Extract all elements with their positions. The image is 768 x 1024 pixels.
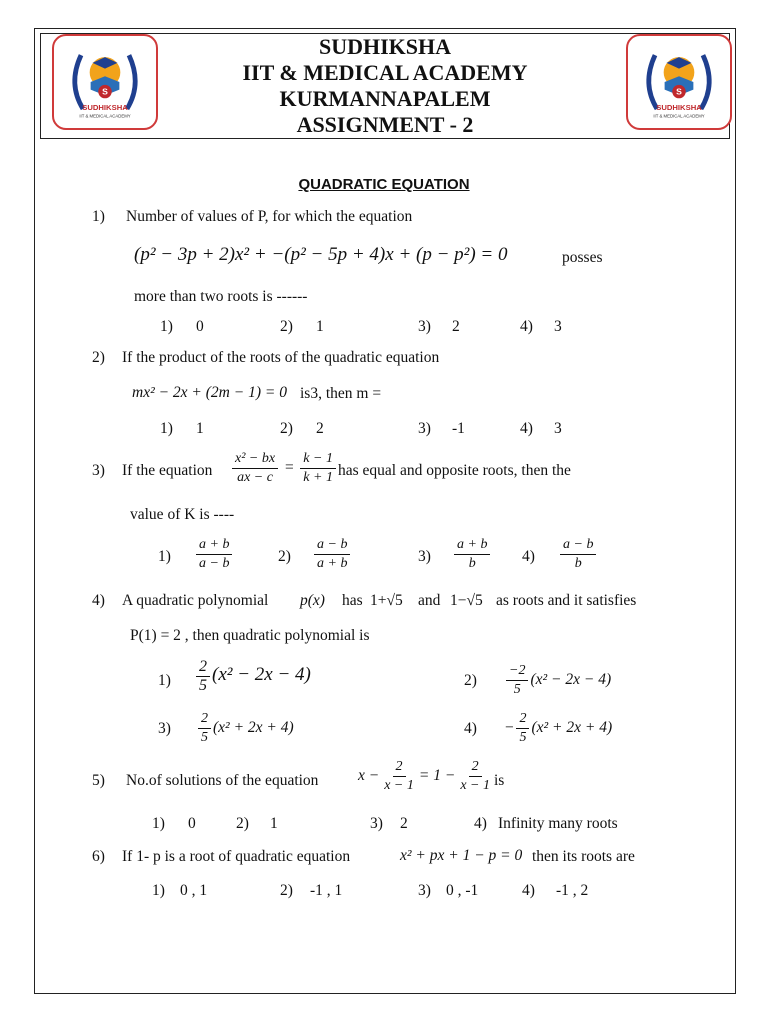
q5-option-4-num: 4) bbox=[474, 815, 487, 832]
logo-letter-right: S bbox=[676, 86, 682, 97]
q5-option-3-num: 3) bbox=[370, 815, 383, 832]
q4-option-1: $\frac{2}{5}$ (x² − 2x − 4) bbox=[194, 658, 311, 695]
header-title-line2: IIT & MEDICAL ACADEMY bbox=[242, 60, 528, 85]
q4-text: A quadratic polynomial bbox=[122, 592, 269, 609]
header-title-line1: SUDHIKSHA bbox=[318, 34, 452, 59]
q5-option-3: 2 bbox=[400, 815, 408, 832]
q6-after: then its roots are bbox=[532, 848, 635, 865]
q6-option-3-num: 3) bbox=[418, 882, 431, 899]
q3-option-3: $\frac{a + b}{b}$ bbox=[452, 536, 492, 573]
q4-continuation: P(1) = 2 , then quadratic polynomial is bbox=[130, 627, 370, 644]
q3-option-4-num: 4) bbox=[522, 548, 535, 565]
q4-after: as roots and it satisfies bbox=[496, 592, 637, 609]
logo-letter-left: S bbox=[102, 86, 108, 97]
q1-option-4-num: 4) bbox=[520, 318, 533, 335]
q6-option-1: 0 , 1 bbox=[180, 882, 208, 899]
q4-root2: 1−√5 bbox=[450, 592, 483, 609]
q1-equation: (p² − 3p + 2)x² + −(p² − 5p + 4)x + (p − p²) = 0 bbox=[134, 244, 508, 265]
q1-option-3-num: 3) bbox=[418, 318, 431, 335]
q1-number: 1) bbox=[92, 208, 105, 225]
q1-option-2: 1 bbox=[316, 318, 324, 335]
q3-option-3-num: 3) bbox=[418, 548, 431, 565]
header-title-line4: ASSIGNMENT - 2 bbox=[296, 112, 474, 137]
q6-option-3: 0 , -1 bbox=[446, 882, 479, 899]
header-title-line3: KURMANNAPALEM bbox=[279, 86, 491, 111]
q5-option-2-num: 2) bbox=[236, 815, 249, 832]
q5-number: 5) bbox=[92, 772, 105, 789]
q4-px: p(x) bbox=[300, 592, 325, 609]
q5-option-2: 1 bbox=[270, 815, 278, 832]
q4-option-3: $\frac{2}{5}$ (x² + 2x + 4) bbox=[196, 710, 294, 747]
q6-option-2: -1 , 1 bbox=[310, 882, 343, 899]
q6-option-1-num: 1) bbox=[152, 882, 165, 899]
q4-option-2-num: 2) bbox=[464, 672, 477, 689]
q6-number: 6) bbox=[92, 848, 105, 865]
q3-option-2-num: 2) bbox=[278, 548, 291, 565]
academy-logo-left bbox=[52, 34, 158, 130]
q6-equation: x² + px + 1 − p = 0 bbox=[400, 847, 523, 864]
q5-equation: x − $\frac{2}{x - 1}$ = 1 − $\frac{2}{x - 1}$ bbox=[358, 759, 490, 793]
q4-option-4: − $\frac{2}{5}$ (x² + 2x + 4) bbox=[504, 711, 613, 745]
q5-option-1-num: 1) bbox=[152, 815, 165, 832]
q1-option-4: 3 bbox=[554, 318, 562, 335]
q1-after: posses bbox=[562, 249, 603, 266]
q1-option-1: 0 bbox=[196, 318, 204, 335]
q3-option-1-num: 1) bbox=[158, 548, 171, 565]
q2-option-2: 2 bbox=[316, 420, 324, 437]
q1-option-2-num: 2) bbox=[280, 318, 293, 335]
q6-option-4: -1 , 2 bbox=[556, 882, 589, 899]
academy-logo-right bbox=[626, 34, 732, 130]
q6-option-2-num: 2) bbox=[280, 882, 293, 899]
q2-option-2-num: 2) bbox=[280, 420, 293, 437]
q4-number: 4) bbox=[92, 592, 105, 609]
q2-equation: mx² − 2x + (2m − 1) = 0 bbox=[132, 384, 287, 401]
q1-option-1-num: 1) bbox=[160, 318, 173, 335]
q2-text: If the product of the roots of the quadratic equation bbox=[122, 349, 440, 366]
q2-option-4-num: 4) bbox=[520, 420, 533, 437]
q4-option-1-num: 1) bbox=[158, 672, 171, 689]
q4-option-3-num: 3) bbox=[158, 720, 171, 737]
q2-option-3-num: 3) bbox=[418, 420, 431, 437]
logo-subtext-left: IIT & MEDICAL ACADEMY bbox=[79, 113, 131, 119]
q3-lhs-fraction: $\frac{\text{x² − bx}}{ax - c}$ bbox=[232, 450, 278, 487]
q4-and: and bbox=[418, 592, 441, 609]
q5-option-1: 0 bbox=[188, 815, 196, 832]
q4-option-2: $\frac{-2}{5}$ (x² − 2x − 4) bbox=[504, 662, 611, 699]
q4-has: has bbox=[342, 592, 363, 609]
logo-text-right: SUDHIKSHA bbox=[656, 102, 702, 112]
q4-root1: 1+√5 bbox=[370, 592, 403, 609]
q1-continuation: more than two roots is ------ bbox=[134, 288, 308, 305]
q5-after: is bbox=[494, 772, 505, 789]
q3-option-4: $\frac{a - b}{b}$ bbox=[558, 536, 598, 573]
q2-option-1-num: 1) bbox=[160, 420, 173, 437]
q6-text: If 1- p is a root of quadratic equation bbox=[122, 848, 351, 865]
logo-text-left: SUDHIKSHA bbox=[82, 102, 128, 112]
q2-number: 2) bbox=[92, 349, 105, 366]
section-title: QUADRATIC EQUATION bbox=[298, 176, 470, 193]
q3-option-2: $\frac{a - b}{a + b}$ bbox=[312, 536, 352, 573]
logo-subtext-right: IIT & MEDICAL ACADEMY bbox=[653, 113, 705, 119]
q3-continuation: value of K is ---- bbox=[130, 506, 235, 523]
q6-option-4-num: 4) bbox=[522, 882, 535, 899]
q3-rhs-fraction: $\frac{k - 1}{k + 1}$ bbox=[300, 450, 336, 487]
q1-text: Number of values of P, for which the equation bbox=[126, 208, 413, 225]
q3-text: If the equation bbox=[122, 462, 213, 479]
q5-option-4: Infinity many roots bbox=[498, 815, 618, 832]
q3-after: has equal and opposite roots, then the bbox=[338, 462, 571, 479]
q2-option-3: -1 bbox=[452, 420, 465, 437]
q3-equation bbox=[230, 450, 338, 487]
q2-after: is3, then m = bbox=[300, 385, 382, 402]
q3-equals: = bbox=[283, 459, 295, 477]
q2-option-4: 3 bbox=[554, 420, 562, 437]
q3-option-1: $\frac{a + b}{a - b}$ bbox=[194, 536, 234, 573]
q3-number: 3) bbox=[92, 462, 105, 479]
q4-option-4-num: 4) bbox=[464, 720, 477, 737]
q2-option-1: 1 bbox=[196, 420, 204, 437]
q5-text: No.of solutions of the equation bbox=[126, 772, 319, 789]
q1-option-3: 2 bbox=[452, 318, 460, 335]
